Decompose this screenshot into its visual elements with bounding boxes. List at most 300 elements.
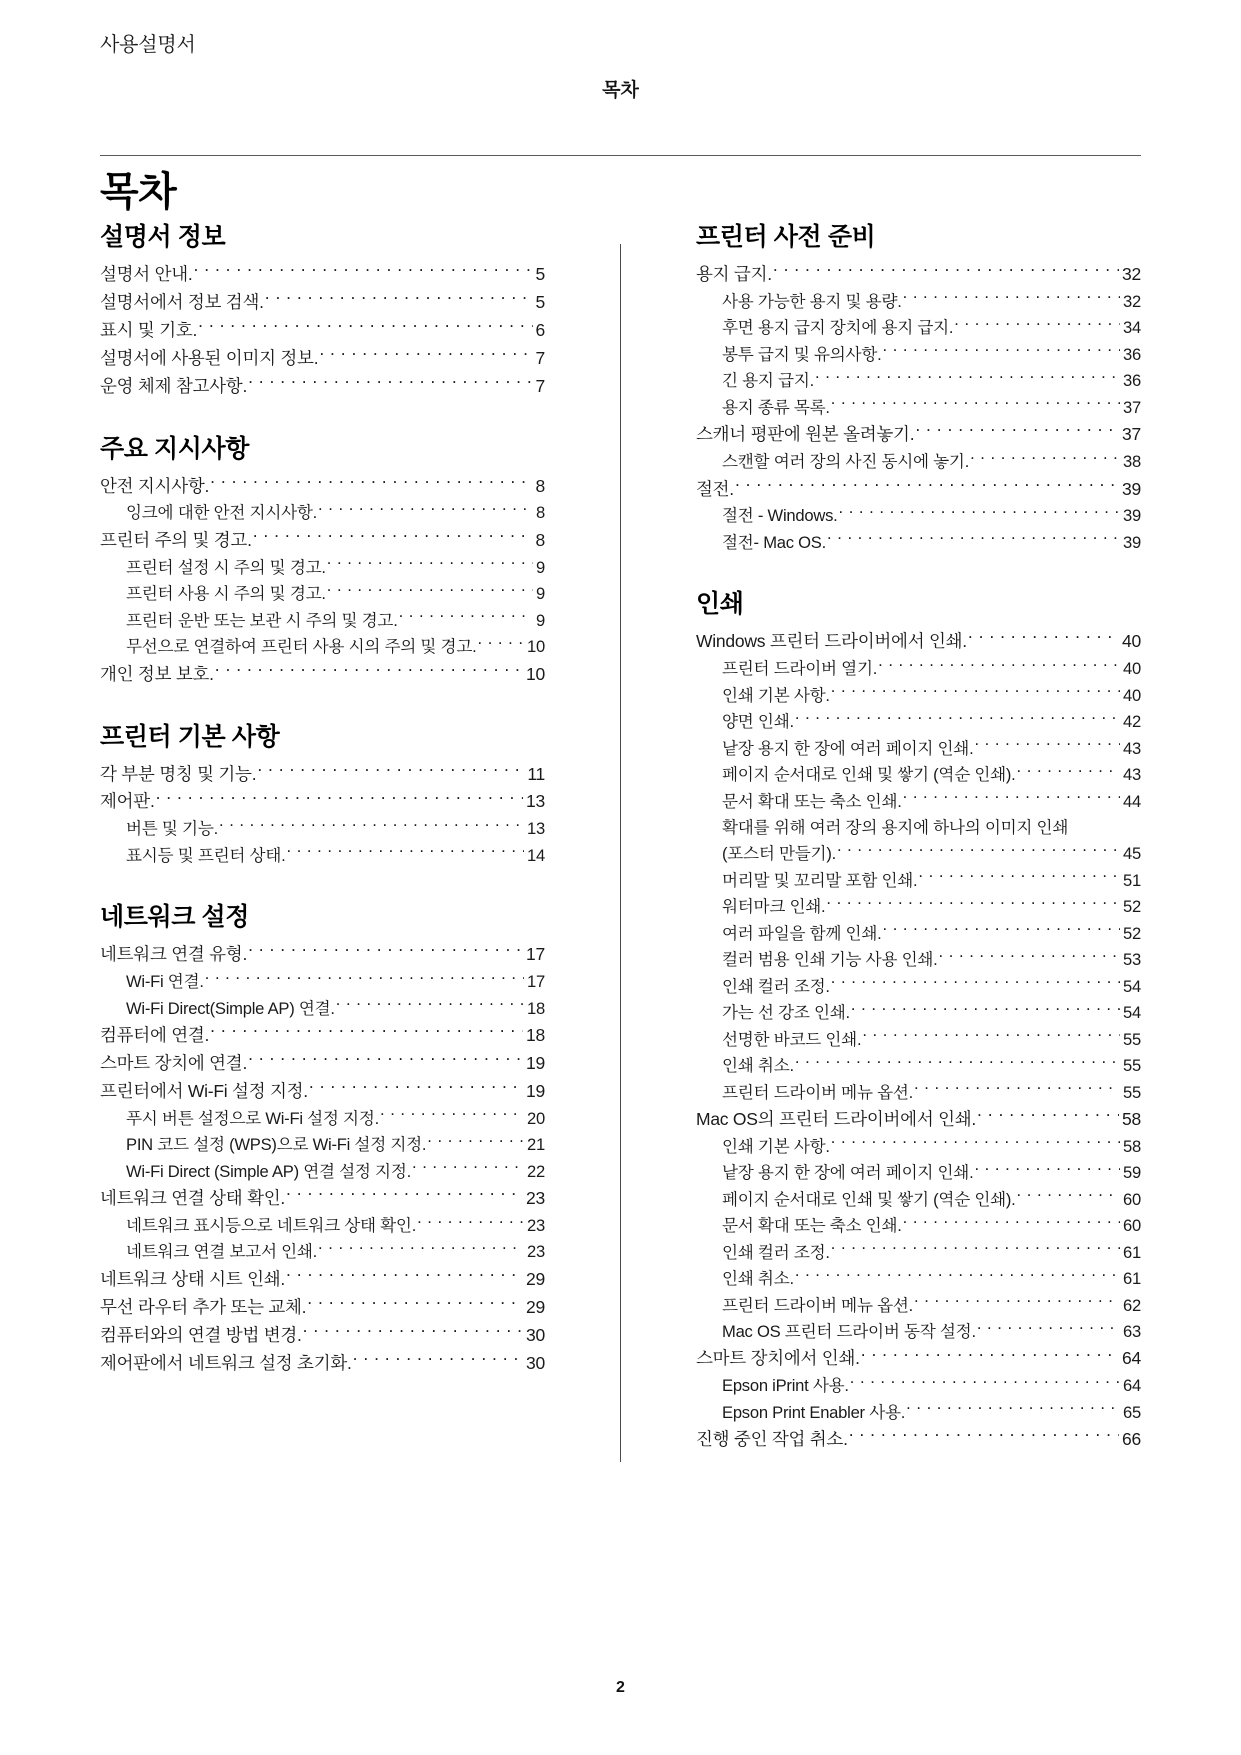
toc-entry-page-number: 13 — [527, 819, 545, 839]
toc-entry[interactable] — [696, 921, 1141, 947]
toc-dot-leader — [427, 1134, 524, 1151]
toc-entry-page-number: 58 — [1122, 1108, 1141, 1129]
toc-entry-page-number: 23 — [526, 1188, 545, 1209]
running-head-center: 목차 — [602, 80, 639, 101]
toc-dot-leader — [827, 531, 1120, 548]
toc-dot-leader — [795, 1054, 1120, 1071]
toc-entry-label: 설명서 안내. — [100, 264, 193, 284]
toc-entry[interactable] — [100, 581, 545, 607]
toc-entry-page-number: 39 — [1123, 532, 1141, 552]
toc-entry-page-number: 23 — [527, 1242, 545, 1262]
toc-entry-label: Epson iPrint 사용. — [722, 1376, 849, 1396]
toc-dot-leader — [205, 971, 524, 988]
toc-entry[interactable] — [100, 1213, 545, 1239]
toc-entry-page-number: 29 — [526, 1268, 545, 1289]
toc-entry[interactable] — [696, 476, 1141, 504]
toc-entry-label: 네트워크 연결 보고서 인쇄. — [126, 1242, 318, 1262]
toc-dot-leader — [318, 1241, 524, 1258]
toc-entry-label: 무선 라우터 추가 또는 교체. — [100, 1296, 307, 1317]
toc-entry-label: 인쇄 기본 사항. — [722, 685, 830, 705]
toc-entry[interactable] — [696, 1187, 1141, 1213]
toc-dot-leader — [795, 1268, 1120, 1285]
toc-entry[interactable] — [696, 368, 1141, 394]
toc-entry[interactable] — [100, 1322, 545, 1350]
toc-entry-page-number: 55 — [1123, 1029, 1141, 1049]
toc-entry[interactable] — [100, 345, 545, 373]
column-gap — [545, 222, 696, 1462]
toc-dot-leader — [815, 370, 1120, 387]
toc-entry-page-number: 29 — [526, 1296, 545, 1317]
toc-entry-page-number: 10 — [527, 637, 545, 657]
toc-dot-leader — [156, 790, 523, 808]
toc-dot-leader — [257, 762, 524, 780]
toc-dot-leader — [194, 263, 533, 281]
toc-dot-leader — [831, 975, 1120, 992]
toc-entry-label: 인쇄 컬러 조정. — [722, 976, 830, 996]
toc-entry[interactable] — [100, 1159, 545, 1185]
toc-entry-label: 워터마크 인쇄. — [722, 897, 826, 917]
toc-entry-page-number: 5 — [535, 264, 545, 284]
toc-entry[interactable] — [100, 969, 545, 995]
toc-entry-label: Wi-Fi Direct(Simple AP) 연결. — [126, 998, 335, 1018]
toc-entry[interactable] — [100, 816, 545, 842]
toc-dot-leader — [327, 556, 533, 573]
toc-entry[interactable] — [696, 1213, 1141, 1239]
toc-dot-leader — [851, 1002, 1120, 1019]
toc-entry-label: 프린터 사용 시 주의 및 경고. — [126, 584, 326, 604]
toc-entry-label: 절전- Mac OS. — [722, 532, 826, 552]
toc-dot-leader — [939, 949, 1121, 966]
toc-entry[interactable] — [696, 974, 1141, 1000]
toc-entry-label: 확대를 위해 여러 장의 용지에 하나의 이미지 인쇄 — [722, 817, 1069, 837]
toc-entry-label: 스마트 장치에서 인쇄. — [696, 1348, 860, 1369]
toc-dot-leader — [914, 1294, 1120, 1311]
toc-dot-leader — [417, 1214, 524, 1231]
toc-dot-leader — [831, 1135, 1120, 1152]
toc-entry-label: 절전 - Windows. — [722, 506, 838, 526]
toc-entry-label: 인쇄 취소. — [722, 1269, 794, 1289]
toc-dot-leader — [248, 943, 523, 961]
toc-entry-page-number: 61 — [1123, 1242, 1141, 1262]
toc-entry-label: 양면 인쇄. — [722, 712, 794, 732]
toc-entry-label: 가는 선 강조 인쇄. — [722, 1003, 850, 1023]
toc-entry[interactable] — [100, 1266, 545, 1294]
toc-entry[interactable] — [696, 1000, 1141, 1026]
toc-entry[interactable] — [696, 736, 1141, 762]
toc-entry-label: 페이지 순서대로 인쇄 및 쌓기 (역순 인쇄). — [722, 765, 1016, 785]
toc-dot-leader — [968, 630, 1119, 648]
toc-dot-leader — [882, 343, 1120, 360]
toc-entry-label: 표시 및 기호. — [100, 319, 198, 340]
toc-entry-label: 문서 확대 또는 축소 인쇄. — [722, 791, 902, 811]
toc-entry-label: 용지 급지. — [696, 264, 772, 284]
toc-entry-label: 인쇄 취소. — [722, 1056, 794, 1076]
toc-section-heading: 설명서 정보 — [100, 223, 226, 251]
toc-entry-page-number: 43 — [1123, 765, 1141, 785]
toc-entry-label: 긴 용지 급지. — [722, 371, 814, 391]
toc-entry-page-number: 9 — [536, 584, 545, 604]
toc-dot-leader — [773, 263, 1119, 281]
toc-entry-page-number: 40 — [1123, 685, 1141, 705]
toc-entry-page-number: 10 — [526, 663, 545, 684]
toc-entry[interactable] — [696, 315, 1141, 341]
toc-entry-page-number: 14 — [527, 845, 545, 865]
toc-entry-label: 절전. — [696, 478, 734, 499]
toc-dot-leader — [286, 1187, 523, 1205]
toc-entry-label: 프린터 설정 시 주의 및 경고. — [126, 557, 326, 577]
toc-entry-page-number: 61 — [1123, 1269, 1141, 1289]
header-divider-rule — [100, 155, 1141, 156]
toc-entry[interactable] — [696, 421, 1141, 449]
toc-entry-label: 네트워크 상태 시트 인쇄. — [100, 1268, 285, 1289]
toc-entry-label: 사용 가능한 용지 및 용량. — [722, 291, 902, 311]
toc-dot-leader — [903, 1215, 1120, 1232]
toc-entry[interactable] — [100, 661, 545, 689]
toc-section-heading: 주요 지시사항 — [100, 434, 250, 463]
toc-dot-leader — [831, 396, 1120, 413]
toc-dot-leader — [977, 1320, 1120, 1337]
toc-entry-label: 잉크에 대한 안전 지시사항. — [126, 503, 318, 523]
toc-entry[interactable] — [696, 1080, 1141, 1106]
toc-dot-leader — [336, 997, 524, 1014]
toc-entry-label: 낱장 용지 한 장에 여러 페이지 인쇄. — [722, 738, 974, 758]
toc-entry-page-number: 54 — [1123, 1003, 1141, 1023]
toc-dot-leader — [248, 374, 532, 392]
toc-entry[interactable] — [100, 289, 545, 317]
toc-entry-page-number: 40 — [1122, 631, 1141, 652]
toc-entry[interactable] — [100, 761, 545, 789]
toc-dot-leader — [831, 1241, 1120, 1258]
toc-entry-label: 무선으로 연결하여 프린터 사용 시의 주의 및 경고. — [126, 637, 477, 657]
toc-entry-label: 버튼 및 기능. — [126, 819, 218, 839]
toc-dot-leader — [380, 1107, 524, 1124]
toc-dot-leader — [974, 737, 1120, 754]
toc-entry-page-number: 30 — [526, 1352, 545, 1373]
toc-entry-label: Mac OS의 프린터 드라이버에서 인쇄. — [696, 1108, 977, 1129]
toc-entry-label: 문서 확대 또는 축소 인쇄. — [722, 1216, 902, 1236]
toc-entry-label: 진행 중인 작업 취소. — [696, 1429, 848, 1450]
toc-dot-leader — [318, 502, 533, 519]
toc-entry-page-number: 18 — [527, 998, 545, 1018]
toc-dot-leader — [954, 317, 1120, 334]
toc-dot-leader — [914, 1081, 1120, 1098]
toc-entry-label: 프린터 운반 또는 보관 시 주의 및 경고. — [126, 610, 398, 630]
toc-dot-leader — [918, 869, 1120, 886]
toc-entry[interactable] — [696, 1053, 1141, 1079]
toc-entry-label: 표시등 및 프린터 상태. — [126, 845, 286, 865]
folio-page-number: 2 — [616, 1679, 625, 1696]
toc-entry[interactable] — [100, 1050, 545, 1078]
toc-entry-page-number: 17 — [526, 944, 545, 965]
toc-entry-page-number: 52 — [1123, 897, 1141, 917]
toc-entry-page-number: 43 — [1123, 738, 1141, 758]
toc-entry[interactable] — [696, 1400, 1141, 1426]
toc-entry-label: 인쇄 기본 사항. — [722, 1136, 830, 1156]
toc-entry-page-number: 13 — [526, 791, 545, 812]
toc-entry-label: 여러 파일을 함께 인쇄. — [722, 923, 882, 943]
toc-dot-leader — [215, 662, 523, 680]
toc-entry-page-number: 36 — [1123, 371, 1141, 391]
toc-entry-page-number: 39 — [1123, 506, 1141, 526]
toc-entry[interactable] — [696, 1160, 1141, 1186]
toc-entry-page-number: 8 — [536, 503, 545, 523]
toc-dot-leader — [210, 1024, 523, 1042]
toc-entry-page-number: 38 — [1123, 452, 1141, 472]
toc-entry-page-number: 5 — [535, 291, 545, 312]
toc-dot-leader — [915, 423, 1119, 441]
toc-entry[interactable] — [696, 1027, 1141, 1053]
toc-dot-leader — [265, 290, 533, 308]
toc-entry-page-number: 40 — [1123, 659, 1141, 679]
toc-entry[interactable] — [100, 1185, 545, 1213]
toc-entry-page-number: 19 — [526, 1052, 545, 1073]
toc-entry-page-number: 19 — [526, 1080, 545, 1101]
toc-entry-page-number: 9 — [536, 557, 545, 577]
toc-entry-label: 네트워크 연결 상태 확인. — [100, 1188, 285, 1209]
toc-dot-leader — [248, 1051, 523, 1069]
toc-dot-leader — [219, 818, 524, 835]
toc-entry[interactable] — [696, 1373, 1141, 1399]
toc-entry-page-number: 7 — [535, 347, 545, 368]
toc-right-column — [696, 222, 1141, 1462]
toc-section-heading: 네트워크 설정 — [100, 903, 250, 932]
toc-entry-label: Mac OS 프린터 드라이버 동작 설정. — [722, 1322, 976, 1342]
toc-entry[interactable] — [696, 1134, 1141, 1160]
toc-entry-label: 네트워크 표시등으로 네트워크 상태 확인. — [126, 1216, 417, 1236]
toc-entry[interactable] — [696, 1240, 1141, 1266]
toc-entry[interactable] — [100, 1239, 545, 1265]
column-divider — [620, 244, 621, 1462]
toc-entry[interactable] — [696, 815, 1141, 868]
toc-entry-page-number: 18 — [526, 1025, 545, 1046]
toc-entry[interactable] — [100, 1106, 545, 1132]
toc-dot-leader — [286, 1267, 523, 1285]
toc-entry[interactable] — [696, 1266, 1141, 1292]
toc-entry[interactable] — [100, 373, 545, 401]
toc-dot-leader — [353, 1351, 523, 1369]
toc-dot-leader — [861, 1347, 1119, 1365]
toc-dot-leader — [878, 658, 1120, 675]
toc-entry-page-number: 32 — [1123, 291, 1141, 311]
toc-entry-label: 선명한 바코드 인쇄. — [722, 1029, 862, 1049]
toc-entry-label: 제어판. — [100, 791, 155, 812]
toc-entry[interactable] — [696, 1106, 1141, 1134]
toc-entry[interactable] — [100, 1132, 545, 1158]
toc-entry[interactable] — [100, 261, 545, 289]
toc-dot-leader — [882, 922, 1120, 939]
toc-dot-leader — [307, 1295, 523, 1313]
toc-dot-leader — [253, 528, 533, 546]
toc-entry-label: 운영 체제 참고사항. — [100, 375, 248, 396]
toc-entry-page-number: 6 — [535, 319, 545, 340]
toc-entry[interactable] — [696, 503, 1141, 529]
toc-entry-label: 컴퓨터에 연결. — [100, 1025, 210, 1046]
toc-entry[interactable] — [100, 500, 545, 526]
toc-entry-page-number: 37 — [1123, 397, 1141, 417]
toc-entry-label: 봉투 급지 및 유의사항. — [722, 344, 882, 364]
toc-entry[interactable] — [100, 317, 545, 345]
toc-entry-label: 각 부분 명칭 및 기능. — [100, 763, 257, 784]
toc-entry-label: 페이지 순서대로 인쇄 및 쌓기 (역순 인쇄). — [722, 1189, 1016, 1209]
toc-entry[interactable] — [696, 894, 1141, 920]
toc-entry[interactable] — [100, 555, 545, 581]
toc-entry[interactable] — [696, 1319, 1141, 1345]
toc-entry[interactable] — [696, 868, 1141, 894]
toc-entry[interactable] — [100, 608, 545, 634]
toc-section-heading: 프린터 사전 준비 — [696, 223, 876, 251]
toc-entry-page-number: 59 — [1123, 1163, 1141, 1183]
toc-entry-page-number: 44 — [1123, 791, 1141, 811]
toc-dot-leader — [327, 583, 533, 600]
toc-entry-page-number: 32 — [1122, 264, 1141, 284]
running-head-left: 사용설명서 — [100, 34, 196, 56]
toc-dot-leader — [837, 843, 1120, 860]
toc-entry-page-number: 36 — [1123, 344, 1141, 364]
toc-entry-page-number: 54 — [1123, 976, 1141, 996]
toc-entry[interactable] — [696, 342, 1141, 368]
toc-entry-label: 용지 종류 목록. — [722, 397, 830, 417]
toc-dot-leader — [849, 1428, 1119, 1446]
toc-dot-leader — [735, 477, 1119, 495]
toc-entry-page-number: 34 — [1123, 318, 1141, 338]
toc-entry-label: Wi-Fi 연결. — [126, 972, 204, 992]
toc-entry-label: 프린터 주의 및 경고. — [100, 529, 252, 550]
toc-dot-leader — [303, 1323, 523, 1341]
toc-entry[interactable] — [696, 947, 1141, 973]
toc-entry-label: 프린터 드라이버 메뉴 옵션. — [722, 1295, 914, 1315]
toc-entry-label: Wi-Fi Direct (Simple AP) 연결 설정 지정. — [126, 1161, 411, 1181]
toc-entry-page-number: 30 — [526, 1324, 545, 1345]
toc-entry[interactable] — [100, 1350, 545, 1378]
toc-dot-leader — [399, 609, 533, 626]
toc-entry-label: 인쇄 컬러 조정. — [722, 1242, 830, 1262]
toc-entry[interactable] — [696, 261, 1141, 289]
toc-entry-page-number: 11 — [527, 763, 545, 784]
toc-entry-label: 머리말 및 꼬리말 포함 인쇄. — [722, 870, 918, 890]
toc-entry-page-number: 8 — [535, 529, 545, 550]
toc-entry-page-number: 55 — [1123, 1056, 1141, 1076]
toc-dot-leader — [412, 1160, 524, 1177]
toc-left-column — [100, 222, 545, 1462]
toc-entry-label-line2: (포스터 만들기). — [722, 844, 836, 864]
toc-entry[interactable] — [100, 473, 545, 501]
toc-entry-page-number: 58 — [1123, 1136, 1141, 1156]
running-head — [100, 28, 1141, 101]
toc-entry-page-number: 39 — [1122, 478, 1141, 499]
toc-dot-leader — [903, 790, 1120, 807]
toc-entry-page-number: 42 — [1123, 712, 1141, 732]
toc-entry-label: 안전 지시사항. — [100, 475, 210, 496]
toc-entry-label: 네트워크 연결 유형. — [100, 944, 248, 965]
toc-entry-page-number: 55 — [1123, 1082, 1141, 1102]
toc-entry[interactable] — [696, 709, 1141, 735]
toc-entry-page-number: 52 — [1123, 923, 1141, 943]
toc-entry[interactable] — [100, 996, 545, 1022]
toc-entry-label: 설명서에서 정보 검색. — [100, 291, 264, 312]
toc-entry[interactable] — [696, 395, 1141, 421]
toc-entry-page-number: 51 — [1123, 870, 1141, 890]
toc-dot-leader — [210, 474, 532, 492]
toc-entry-label: 설명서에 사용된 이미지 정보. — [100, 347, 319, 368]
toc-dot-leader — [970, 450, 1120, 467]
toc-entry-page-number: 64 — [1123, 1376, 1141, 1396]
toc-entry-page-number: 45 — [1123, 844, 1141, 864]
toc-entry[interactable] — [696, 530, 1141, 556]
toc-dot-leader — [838, 505, 1120, 522]
toc-dot-leader — [319, 346, 532, 364]
toc-entry-page-number: 60 — [1123, 1216, 1141, 1236]
toc-entry-page-number: 60 — [1123, 1189, 1141, 1209]
toc-entry[interactable] — [100, 634, 545, 660]
toc-entry-label: PIN 코드 설정 (WPS)으로 Wi-Fi 설정 지정. — [126, 1135, 427, 1155]
toc-dot-leader — [1017, 763, 1120, 780]
toc-entry[interactable] — [100, 1078, 545, 1106]
toc-entry[interactable] — [696, 683, 1141, 709]
toc-entry-page-number: 64 — [1122, 1348, 1141, 1369]
toc-entry-label: 컬러 범용 인쇄 기능 사용 인쇄. — [722, 950, 938, 970]
toc-entry[interactable] — [696, 789, 1141, 815]
toc-dot-leader — [903, 290, 1120, 307]
toc-entry[interactable] — [696, 656, 1141, 682]
toc-entry-page-number: 7 — [535, 375, 545, 396]
toc-entry-label: Epson Print Enabler 사용. — [722, 1402, 906, 1422]
toc-entry[interactable] — [100, 1022, 545, 1050]
toc-dot-leader — [826, 896, 1120, 913]
toc-columns — [100, 222, 1141, 1462]
toc-section-heading: 인쇄 — [696, 590, 744, 619]
toc-entry-page-number: 8 — [535, 475, 545, 496]
toc-entry[interactable] — [696, 628, 1141, 656]
toc-entry-label: 프린터에서 Wi-Fi 설정 지정. — [100, 1080, 308, 1101]
toc-entry[interactable] — [100, 941, 545, 969]
toc-entry[interactable] — [100, 788, 545, 816]
toc-entry-label: 스마트 장치에 연결. — [100, 1052, 248, 1073]
toc-dot-leader — [198, 318, 532, 336]
toc-dot-leader — [286, 844, 524, 861]
toc-entry-page-number: 20 — [527, 1108, 545, 1128]
toc-dot-leader — [977, 1107, 1119, 1125]
toc-dot-leader — [831, 684, 1120, 701]
toc-entry-page-number: 21 — [527, 1135, 545, 1155]
toc-entry-label: 스캔할 여러 장의 사진 동시에 놓기. — [722, 452, 970, 472]
toc-entry[interactable] — [100, 1294, 545, 1322]
toc-entry[interactable] — [100, 843, 545, 869]
toc-entry-label: 프린터 드라이버 열기. — [722, 659, 878, 679]
toc-entry[interactable] — [696, 1345, 1141, 1373]
toc-dot-leader — [795, 711, 1120, 728]
toc-entry-label: 제어판에서 네트워크 설정 초기화. — [100, 1352, 352, 1373]
toc-entry-label: 후면 용지 급지 장치에 용지 급지. — [722, 318, 954, 338]
toc-entry[interactable] — [696, 762, 1141, 788]
toc-dot-leader — [906, 1401, 1120, 1418]
toc-entry-label-continued — [722, 841, 1141, 867]
toc-entry-page-number: 63 — [1123, 1322, 1141, 1342]
toc-entry-label: 개인 정보 보호. — [100, 663, 214, 684]
toc-dot-leader — [862, 1028, 1120, 1045]
toc-entry-page-number: 23 — [527, 1216, 545, 1236]
toc-entry-page-number: 65 — [1123, 1402, 1141, 1422]
toc-dot-leader — [477, 636, 524, 653]
toc-entry-label: 프린터 드라이버 메뉴 옵션. — [722, 1082, 914, 1102]
toc-entry-page-number: 66 — [1122, 1429, 1141, 1450]
toc-entry[interactable] — [696, 1426, 1141, 1454]
toc-entry[interactable] — [100, 527, 545, 555]
toc-entry[interactable] — [696, 449, 1141, 475]
toc-entry-page-number: 62 — [1123, 1295, 1141, 1315]
toc-entry[interactable] — [696, 289, 1141, 315]
toc-entry[interactable] — [696, 1293, 1141, 1319]
toc-dot-leader — [850, 1375, 1120, 1392]
